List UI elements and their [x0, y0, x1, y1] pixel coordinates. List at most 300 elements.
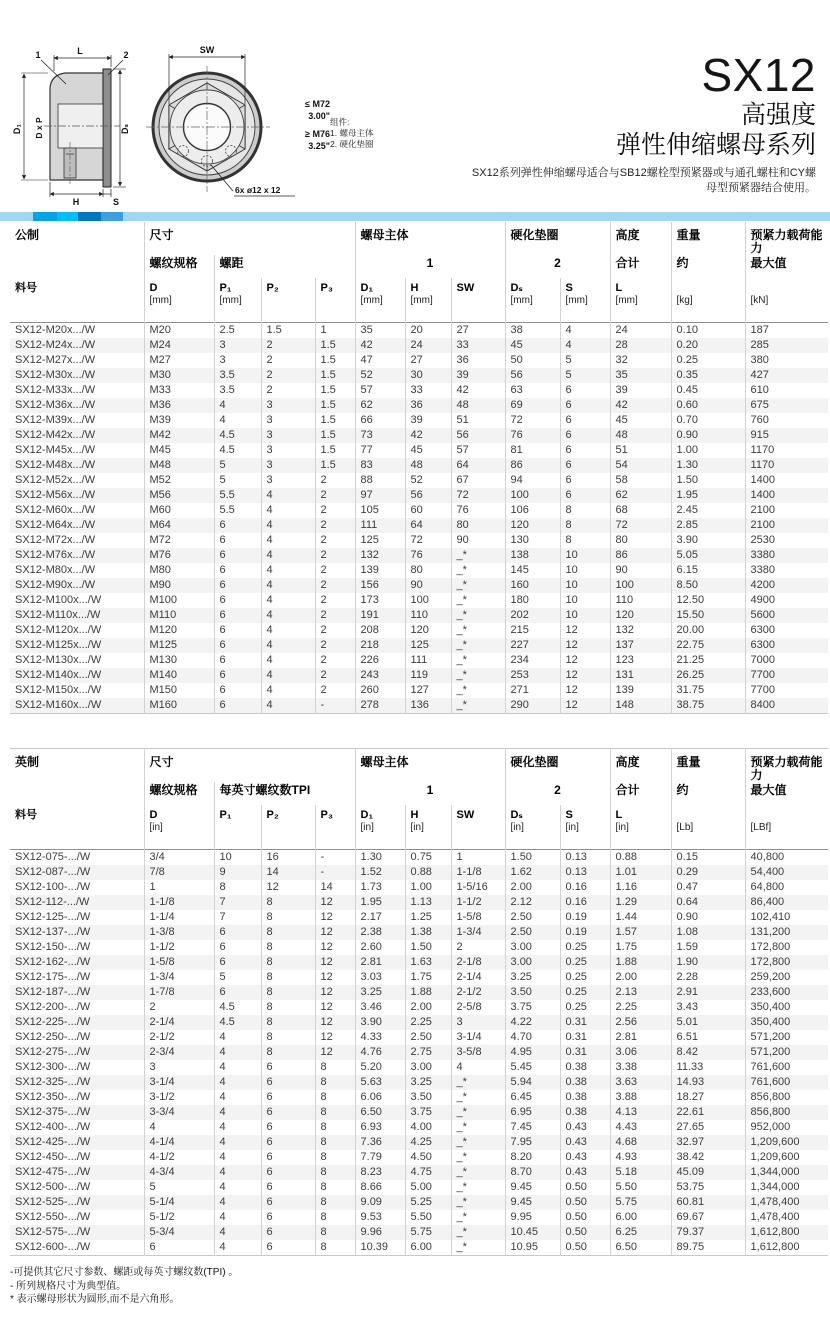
table-cell: 5.20 — [355, 1060, 405, 1075]
table-cell: 6 — [214, 563, 261, 578]
table-cell: 0.35 — [671, 368, 745, 383]
table-cell: 4.13 — [610, 1105, 671, 1120]
brand-bar-segment — [0, 212, 33, 221]
table-cell: 6 — [214, 608, 261, 623]
part-no-header — [10, 805, 144, 850]
table-cell: 2.00 — [505, 880, 560, 895]
table-cell: 8 — [315, 1120, 355, 1135]
table-cell: 5-1/2 — [144, 1210, 214, 1225]
table-cell: 1.90 — [671, 955, 745, 970]
table-cell: 1.50 — [405, 940, 451, 955]
table-cell: 132 — [610, 623, 671, 638]
table-cell: 111 — [405, 653, 451, 668]
table-cell: 4.22 — [505, 1015, 560, 1030]
table-cell: M90 — [144, 578, 214, 593]
table-cell: 80 — [405, 563, 451, 578]
table-cell: 243 — [355, 668, 405, 683]
sectional-view — [12, 46, 130, 207]
table-cell: 26.25 — [671, 668, 745, 683]
table-cell: 6.50 — [610, 1240, 671, 1256]
table-row — [10, 1240, 828, 1256]
table-cell: 2.91 — [671, 985, 745, 1000]
table-cell: 2 — [315, 638, 355, 653]
table-cell: 160 — [505, 578, 560, 593]
table-cell: 4 — [560, 338, 610, 353]
table-cell: M60 — [144, 503, 214, 518]
brand-bar — [0, 212, 830, 221]
table-cell: 0.43 — [560, 1120, 610, 1135]
table-cell: M110 — [144, 608, 214, 623]
table-cell: 4 — [214, 1210, 261, 1225]
table-cell: 12 — [560, 698, 610, 714]
table-cell: 60.81 — [671, 1195, 745, 1210]
table-cell: 5.25 — [405, 1195, 451, 1210]
column-header: P₂ — [261, 278, 315, 323]
table-cell: 3 — [451, 1015, 505, 1030]
table-cell: SX12-M80x.../W — [15, 564, 96, 576]
table-cell: 8 — [315, 1225, 355, 1240]
table-cell: 76 — [405, 548, 451, 563]
table-cell: SX12-325-.../W — [15, 1076, 91, 1088]
table-cell: 8 — [261, 895, 315, 910]
table-cell: 62 — [355, 398, 405, 413]
table-cell: 4 — [144, 1120, 214, 1135]
table-cell: 6 — [214, 985, 261, 1000]
table-cell: 4 — [214, 398, 261, 413]
table-row — [10, 1060, 828, 1075]
table-cell: 14 — [261, 865, 315, 880]
table-cell: 51 — [610, 443, 671, 458]
table-cell: SX12-550-.../W — [15, 1211, 91, 1223]
table-cell: 2.12 — [505, 895, 560, 910]
table-row — [10, 1075, 828, 1090]
table-cell: 0.70 — [671, 413, 745, 428]
table-cell: 1.25 — [405, 910, 451, 925]
table-row — [10, 368, 828, 383]
column-header: SW — [451, 805, 505, 850]
table-cell: 42 — [451, 383, 505, 398]
table-row — [10, 1090, 828, 1105]
table-cell: _* — [451, 1195, 505, 1210]
table-cell: 8.20 — [505, 1150, 560, 1165]
table-cell: SX12-M100x.../W — [15, 594, 102, 606]
table-cell: 4 — [261, 578, 315, 593]
table-cell: 6 — [560, 458, 610, 473]
table-cell: 39 — [610, 383, 671, 398]
table-cell: 6 — [214, 955, 261, 970]
table-cell: 7 — [214, 910, 261, 925]
column-header: D₁ [mm] — [355, 278, 405, 323]
table-row — [10, 563, 828, 578]
table-cell: 1.38 — [405, 925, 451, 940]
table-cell: 136 — [405, 698, 451, 714]
subtitle-line-2: 弹性伸缩螺母系列 — [615, 131, 816, 159]
table-cell: 10.45 — [505, 1225, 560, 1240]
table-cell: 8 — [315, 1180, 355, 1195]
table-cell: 2-1/4 — [144, 1015, 214, 1030]
table-cell: 271 — [505, 683, 560, 698]
table-cell: 1.75 — [405, 970, 451, 985]
table-row — [10, 683, 828, 698]
table-cell: 72 — [405, 533, 451, 548]
table-cell: 6 — [261, 1180, 315, 1195]
table-cell: 5 — [214, 473, 261, 488]
table-cell: 63 — [505, 383, 560, 398]
column-header: D [in] — [144, 805, 214, 850]
table-cell: 69 — [505, 398, 560, 413]
part-no-label: 料号 — [15, 809, 37, 821]
table-cell: 0.31 — [560, 1030, 610, 1045]
table-cell: 12 — [315, 910, 355, 925]
table-cell: 22.75 — [671, 638, 745, 653]
weight-sub-label: 约 — [671, 782, 745, 805]
table-cell: 10.39 — [355, 1240, 405, 1256]
table-cell: 156 — [355, 578, 405, 593]
table-cell: 2 — [315, 563, 355, 578]
table-cell: SX12-225-.../W — [15, 1016, 91, 1028]
table-cell: 5.63 — [355, 1075, 405, 1090]
table-cell: 0.50 — [560, 1210, 610, 1225]
table-cell: 6.00 — [405, 1240, 451, 1256]
column-header: L [mm] — [610, 278, 671, 323]
table-row — [10, 638, 828, 653]
table-cell: M33 — [144, 383, 214, 398]
table-cell: 0.31 — [560, 1045, 610, 1060]
table-cell: 120 — [505, 518, 560, 533]
table-cell: 4 — [214, 1105, 261, 1120]
table-row — [10, 1015, 828, 1030]
table-cell: 2-1/2 — [144, 1030, 214, 1045]
table-cell: 2.50 — [405, 1030, 451, 1045]
table-row — [10, 1135, 828, 1150]
region-label: 英制 — [15, 755, 40, 769]
table-cell: 56 — [405, 488, 451, 503]
table-cell: 1,209,600 — [745, 1135, 828, 1150]
table-cell: 2.5 — [214, 323, 261, 339]
table-cell: 4 — [261, 608, 315, 623]
table-cell: 8 — [261, 1000, 315, 1015]
table-cell: M125 — [144, 638, 214, 653]
table-cell: 278 — [355, 698, 405, 714]
table-cell: 9.96 — [355, 1225, 405, 1240]
table-cell: 1.73 — [355, 880, 405, 895]
table-row — [10, 458, 828, 473]
table-cell: 12 — [315, 1030, 355, 1045]
table-cell: 12 — [315, 955, 355, 970]
table-cell: 4 — [214, 1135, 261, 1150]
table-cell: 3-3/4 — [144, 1105, 214, 1120]
table-cell: 38.42 — [671, 1150, 745, 1165]
table-row — [10, 533, 828, 548]
footnote: * 表示螺母形状为圆形,而不是六角形。 — [10, 1294, 180, 1305]
table-cell: _* — [451, 578, 505, 593]
table-cell: 3 — [261, 428, 315, 443]
table-cell: 191 — [355, 608, 405, 623]
table-cell: 9.95 — [505, 1210, 560, 1225]
table-cell: SX12-M125x.../W — [15, 639, 102, 651]
column-header: [Lb] — [671, 805, 745, 850]
table-cell: SX12-137-.../W — [15, 926, 91, 938]
table-cell: 1-1/4 — [144, 910, 214, 925]
table-cell: 4.75 — [405, 1165, 451, 1180]
table-cell: 2 — [261, 353, 315, 368]
table-cell: 5-3/4 — [144, 1225, 214, 1240]
table-cell: 760 — [745, 413, 828, 428]
table-cell: 60 — [405, 503, 451, 518]
table-cell: 3 — [261, 458, 315, 473]
table-cell: 7.79 — [355, 1150, 405, 1165]
table-cell: 2-1/8 — [451, 955, 505, 970]
table-cell: SX12-500-.../W — [15, 1181, 91, 1193]
table-cell: 45 — [610, 413, 671, 428]
table-cell: 6 — [261, 1120, 315, 1135]
table-cell: 9.45 — [505, 1180, 560, 1195]
part-no-header — [10, 278, 144, 323]
range-1-size: ≤ M72 — [305, 99, 330, 109]
table-cell: _* — [451, 653, 505, 668]
table-row — [10, 488, 828, 503]
table-cell: 86,400 — [745, 895, 828, 910]
table-cell: SX12-087-.../W — [15, 866, 91, 878]
table-cell: 1 — [144, 880, 214, 895]
column-header: L [in] — [610, 805, 671, 850]
table-cell: 915 — [745, 428, 828, 443]
table-cell: 4.68 — [610, 1135, 671, 1150]
table-cell: SX12-575-.../W — [15, 1226, 91, 1238]
table-cell: 5.45 — [505, 1060, 560, 1075]
table-cell: 202 — [505, 608, 560, 623]
table-cell: 8 — [315, 1135, 355, 1150]
table-cell: 12.50 — [671, 593, 745, 608]
table-cell: 2.60 — [355, 940, 405, 955]
dim-label-SW: SW — [199, 45, 215, 55]
table-cell: 79.37 — [671, 1225, 745, 1240]
table-cell: 4 — [261, 698, 315, 714]
table-cell: 137 — [610, 638, 671, 653]
table-cell: 3.43 — [671, 1000, 745, 1015]
table-cell: 94 — [505, 473, 560, 488]
table-cell: 253 — [505, 668, 560, 683]
table-cell: 1.50 — [671, 473, 745, 488]
component-note-1: 1. 螺母主体 — [330, 128, 374, 138]
table-cell: M39 — [144, 413, 214, 428]
table-cell: 6 — [261, 1075, 315, 1090]
table-cell: 2.85 — [671, 518, 745, 533]
table-cell: 1.52 — [355, 865, 405, 880]
table-cell: 6 — [261, 1165, 315, 1180]
table-cell: 106 — [505, 503, 560, 518]
table-cell: 10 — [560, 578, 610, 593]
table-cell: 4 — [560, 323, 610, 339]
table-cell: M48 — [144, 458, 214, 473]
column-header: D [mm] — [144, 278, 214, 323]
table-cell: 2 — [315, 473, 355, 488]
table-cell: 0.38 — [560, 1060, 610, 1075]
table-cell: 4 — [214, 1120, 261, 1135]
table-cell: 30 — [405, 368, 451, 383]
table-cell: 4.5 — [214, 428, 261, 443]
table-cell: 111 — [355, 518, 405, 533]
table-cell: 3-1/4 — [144, 1075, 214, 1090]
table-cell: 1400 — [745, 488, 828, 503]
table-cell: 73 — [355, 428, 405, 443]
table-cell: 4 — [214, 1150, 261, 1165]
table-cell: 1-3/4 — [451, 925, 505, 940]
table-cell: 4 — [261, 518, 315, 533]
table-cell: 86 — [505, 458, 560, 473]
column-header: P₂ — [261, 805, 315, 850]
table-cell: SX12-525-.../W — [15, 1196, 91, 1208]
table-cell: 6 — [261, 1105, 315, 1120]
table-cell: 2.75 — [405, 1045, 451, 1060]
table-cell: 1.88 — [610, 955, 671, 970]
table-cell: 12 — [315, 1015, 355, 1030]
table-cell: 5.94 — [505, 1075, 560, 1090]
table-cell: 1.5 — [315, 443, 355, 458]
table-cell: 1,344,000 — [745, 1165, 828, 1180]
table-cell: 48 — [405, 458, 451, 473]
preload-group-label: 预紧力载荷能力 — [745, 749, 828, 783]
metric-header-groups — [10, 222, 828, 255]
footnotes — [10, 1266, 238, 1307]
table-cell: SX12-275-.../W — [15, 1046, 91, 1058]
table-row — [10, 473, 828, 488]
table-cell: 2-5/8 — [451, 1000, 505, 1015]
table-row — [10, 1045, 828, 1060]
table-cell: 6 — [214, 683, 261, 698]
table-cell: 8 — [214, 880, 261, 895]
table-cell: 6.93 — [355, 1120, 405, 1135]
table-cell: 3-1/2 — [144, 1090, 214, 1105]
table-cell: 5-1/4 — [144, 1195, 214, 1210]
table-cell: 8 — [560, 503, 610, 518]
table-cell: 0.20 — [671, 338, 745, 353]
imperial-table-body — [10, 850, 828, 1256]
table-cell: 172,800 — [745, 955, 828, 970]
table-cell: _* — [451, 548, 505, 563]
table-cell: _* — [451, 683, 505, 698]
table-cell: 9.53 — [355, 1210, 405, 1225]
table-cell: 5.05 — [671, 548, 745, 563]
table-cell: 6 — [261, 1135, 315, 1150]
table-cell: 12 — [315, 895, 355, 910]
table-cell: 3.90 — [355, 1015, 405, 1030]
table-cell: 1.59 — [671, 940, 745, 955]
table-cell: 0.13 — [560, 850, 610, 866]
table-cell: 8 — [315, 1060, 355, 1075]
table-cell: 110 — [610, 593, 671, 608]
table-cell: 6 — [261, 1225, 315, 1240]
table-cell: 12 — [560, 623, 610, 638]
table-cell: 4.33 — [355, 1030, 405, 1045]
table-cell: 20 — [405, 323, 451, 339]
table-cell: M30 — [144, 368, 214, 383]
table-cell: SX12-M42x.../W — [15, 429, 96, 441]
table-cell: 12 — [315, 1045, 355, 1060]
table-cell: _* — [451, 1165, 505, 1180]
table-cell: M24 — [144, 338, 214, 353]
table-cell: 64 — [451, 458, 505, 473]
table-cell: 2 — [315, 608, 355, 623]
table-cell: 350,400 — [745, 1015, 828, 1030]
range-1-inch: 3.00" — [308, 111, 330, 121]
column-header: P₃ — [315, 278, 355, 323]
table-row — [10, 593, 828, 608]
table-row — [10, 1150, 828, 1165]
table-cell: SX12-112-.../W — [15, 896, 90, 908]
table-cell: 1-5/16 — [451, 880, 505, 895]
table-cell: 3.25 — [355, 985, 405, 1000]
table-row — [10, 1000, 828, 1015]
table-cell: 90 — [610, 563, 671, 578]
table-cell: 6 — [261, 1240, 315, 1256]
table-cell: _* — [451, 1210, 505, 1225]
table-cell: 6.15 — [671, 563, 745, 578]
table-cell: SX12-200-.../W — [15, 1001, 91, 1013]
table-cell: 21.25 — [671, 653, 745, 668]
table-cell: 90 — [405, 578, 451, 593]
column-header: Dₛ [mm] — [505, 278, 560, 323]
table-cell: 1.88 — [405, 985, 451, 1000]
table-row — [10, 353, 828, 368]
table-cell: _* — [451, 1150, 505, 1165]
table-cell: 4.95 — [505, 1045, 560, 1060]
table-cell: 9.09 — [355, 1195, 405, 1210]
table-cell: 80 — [451, 518, 505, 533]
table-cell: SX12-M36x.../W — [15, 399, 96, 411]
table-cell: 6.25 — [610, 1225, 671, 1240]
table-cell: 173 — [355, 593, 405, 608]
table-row — [10, 955, 828, 970]
table-cell: 3.50 — [505, 985, 560, 1000]
table-row — [10, 1120, 828, 1135]
table-cell: 1,612,800 — [745, 1225, 828, 1240]
table-cell: 290 — [505, 698, 560, 714]
table-cell: 2.81 — [610, 1030, 671, 1045]
table-cell: 57 — [355, 383, 405, 398]
table-cell: 3.03 — [355, 970, 405, 985]
table-cell: 0.43 — [560, 1165, 610, 1180]
table-cell: 77 — [355, 443, 405, 458]
table-cell: M160 — [144, 698, 214, 714]
table-cell: 4 — [214, 1090, 261, 1105]
table-cell: 1.30 — [355, 850, 405, 866]
brand-bar-segment — [78, 212, 101, 221]
table-cell: - — [315, 865, 355, 880]
table-cell: 2 — [315, 683, 355, 698]
table-cell: _* — [451, 698, 505, 714]
table-cell: 38 — [505, 323, 560, 339]
table-cell: 139 — [355, 563, 405, 578]
table-cell: 208 — [355, 623, 405, 638]
table-cell: 1-1/8 — [451, 865, 505, 880]
table-cell: 38.75 — [671, 698, 745, 714]
table-cell: 64,800 — [745, 880, 828, 895]
table-cell: 10 — [560, 563, 610, 578]
table-cell: 2100 — [745, 503, 828, 518]
table-cell: 2 — [315, 518, 355, 533]
table-cell: 4.50 — [405, 1150, 451, 1165]
table-cell: 2 — [261, 338, 315, 353]
table-cell: 1.5 — [315, 413, 355, 428]
table-cell: M72 — [144, 533, 214, 548]
table-cell: M64 — [144, 518, 214, 533]
table-cell: _* — [451, 563, 505, 578]
table-cell: 3.63 — [610, 1075, 671, 1090]
table-cell: 2 — [315, 533, 355, 548]
table-cell: 4900 — [745, 593, 828, 608]
table-cell: 33 — [405, 383, 451, 398]
